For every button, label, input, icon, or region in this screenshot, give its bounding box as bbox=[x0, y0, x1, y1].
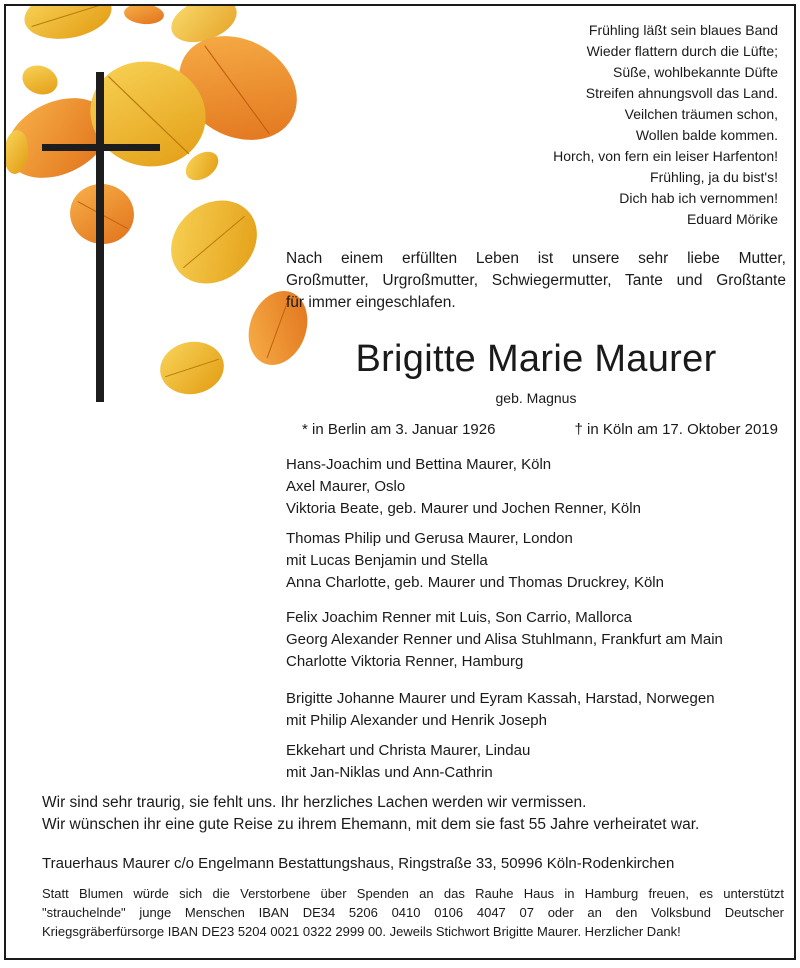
donation-note bbox=[42, 884, 784, 941]
obituary-notice bbox=[4, 4, 796, 960]
deceased-name: Brigitte Marie Maurer bbox=[355, 338, 717, 380]
family-line: Georg Alexander Renner und Alisa Stuhlmann, Frankfurt am Main bbox=[286, 631, 723, 648]
family-line: Charlotte Viktoria Renner, Hamburg bbox=[286, 653, 524, 670]
birth-name: geb. Magnus bbox=[495, 390, 577, 406]
closing-words bbox=[42, 792, 782, 836]
poem-line: Frühling läßt sein blaues Band bbox=[588, 22, 778, 38]
death-date: † in Köln am 17. Oktober 2019 bbox=[574, 421, 778, 438]
family-line: mit Lucas Benjamin und Stella bbox=[286, 552, 488, 569]
mourning-address: Trauerhaus Maurer c/o Engelmann Bestattungshaus, Ringstraße 33, 50996 Köln-Rodenkirchen bbox=[42, 855, 675, 872]
poem-line: Dich hab ich vernommen! bbox=[619, 190, 778, 206]
donation-line: Statt Blumen würde sich die Verstorbene über Spenden an das Rauhe Haus in Hamburg freuen, es unterstützt bbox=[42, 886, 784, 901]
intro-line: für immer eingeschlafen. bbox=[286, 294, 456, 311]
poem-line: Wollen balde kommen. bbox=[635, 127, 778, 143]
poem-author: Eduard Mörike bbox=[686, 211, 778, 227]
poem-line: Veilchen träumen schon, bbox=[624, 106, 778, 122]
closing-line: Wir sind sehr traurig, sie fehlt uns. Ihr herzliches Lachen werden wir vermissen. bbox=[42, 794, 587, 811]
family-line: mit Jan-Niklas und Ann-Cathrin bbox=[286, 764, 493, 781]
family-line: Felix Joachim Renner mit Luis, Son Carrio, Mallorca bbox=[286, 609, 632, 626]
leaf-shape bbox=[156, 337, 228, 399]
cross-horizontal-beam bbox=[42, 144, 160, 151]
family-group bbox=[286, 528, 786, 594]
poem-line: Süße, wohlbekannte Düfte bbox=[613, 64, 778, 80]
intro-text bbox=[286, 248, 786, 314]
poem bbox=[553, 20, 778, 230]
family-line: Thomas Philip und Gerusa Maurer, London bbox=[286, 530, 573, 547]
family-group bbox=[286, 740, 786, 784]
family-group bbox=[286, 688, 786, 732]
family-line: mit Philip Alexander und Henrik Joseph bbox=[286, 712, 547, 729]
family-line: Hans-Joachim und Bettina Maurer, Köln bbox=[286, 456, 552, 473]
autumn-leaves-illustration bbox=[6, 6, 326, 426]
family-line: Axel Maurer, Oslo bbox=[286, 478, 406, 495]
family-line: Ekkehart und Christa Maurer, Lindau bbox=[286, 742, 531, 759]
poem-line: Streifen ahnungsvoll das Land. bbox=[585, 85, 778, 101]
leaf-shape bbox=[154, 183, 273, 300]
family-line: Viktoria Beate, geb. Maurer und Jochen Renner, Köln bbox=[286, 500, 641, 517]
birth-date: * in Berlin am 3. Januar 1926 bbox=[302, 421, 496, 438]
family-line: Anna Charlotte, geb. Maurer und Thomas Druckrey, Köln bbox=[286, 574, 664, 591]
donation-line: Kriegsgräberfürsorge IBAN DE23 5204 0021 0322 2999 00. Jeweils Stichwort Brigitte Maurer. Herzlicher Dank! bbox=[42, 924, 681, 939]
family-group bbox=[286, 607, 786, 673]
leaf-shape bbox=[18, 61, 61, 100]
closing-line: Wir wünschen ihr eine gute Reise zu ihrem Ehemann, mit dem sie fast 55 Jahre verheiratet war. bbox=[42, 816, 700, 833]
donation-line: "strauchelnde" junge Menschen IBAN DE34 5206 0410 0106 4047 07 oder an den Volksbund Deutscher bbox=[42, 905, 784, 920]
cross-vertical-beam bbox=[96, 72, 104, 402]
family-group bbox=[286, 454, 786, 520]
family-line: Brigitte Johanne Maurer und Eyram Kassah, Harstad, Norwegen bbox=[286, 690, 715, 707]
intro-line: Großmutter, Urgroßmutter, Schwiegermutter, Tante und Großtante bbox=[286, 272, 786, 289]
poem-line: Wieder flattern durch die Lüfte; bbox=[586, 43, 778, 59]
intro-line: Nach einem erfüllten Leben ist unsere sehr liebe Mutter, bbox=[286, 250, 786, 267]
poem-line: Horch, von fern ein leiser Harfenton! bbox=[553, 148, 778, 164]
poem-line: Frühling, ja du bist's! bbox=[650, 169, 778, 185]
leaf-shape bbox=[21, 6, 116, 45]
leaf-shape bbox=[123, 6, 165, 26]
